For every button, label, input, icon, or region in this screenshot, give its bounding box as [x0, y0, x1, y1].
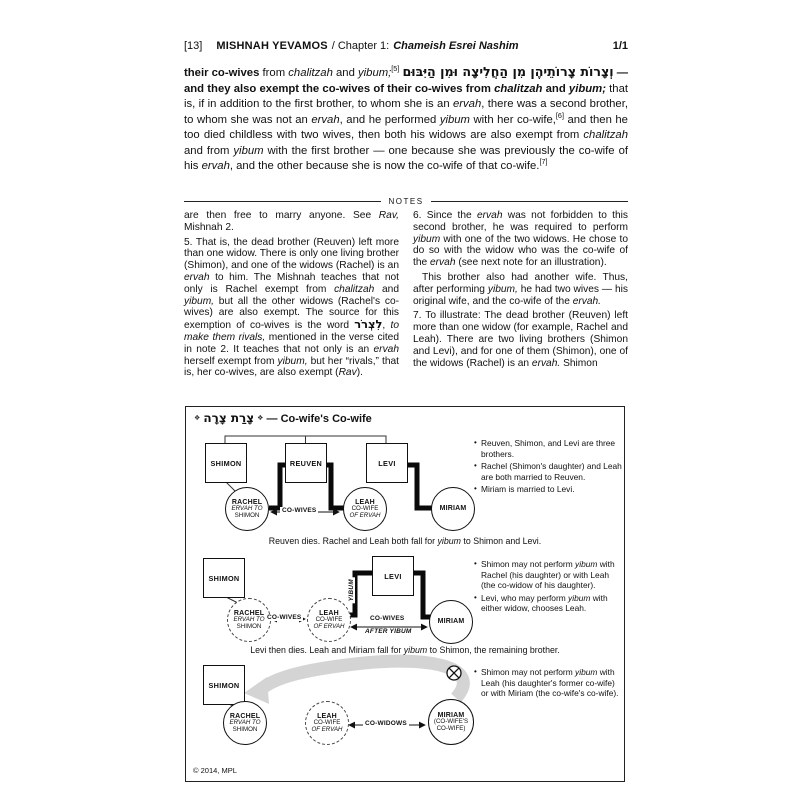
- node-circle-leah-1: [343, 487, 387, 531]
- bullet-icon: •: [474, 484, 477, 494]
- rachel-name: RACHEL: [229, 712, 261, 720]
- notes-right-column: [413, 210, 628, 382]
- label-co-wives-1: CO-WIVES: [282, 507, 317, 514]
- bullet-item: [474, 559, 622, 591]
- miriam-name: MIRIAM: [437, 711, 465, 719]
- rachel-sub2: SHIMON: [236, 622, 262, 630]
- divider-rule-left: [184, 201, 381, 202]
- leah-sub2: OF ERVAH: [311, 725, 343, 733]
- label-co-wives-after-top: CO-WIVES: [370, 615, 405, 622]
- label-co-wives-2: CO-WIVES: [267, 614, 302, 621]
- leah-sub2: OF ERVAH: [349, 511, 381, 519]
- rachel-sub2: SHIMON: [232, 725, 258, 733]
- node-box-shimon-3: SHIMON: [203, 665, 245, 705]
- bullet-item: [474, 461, 622, 482]
- ornament-icon: ❖: [257, 415, 264, 422]
- rachel-name: RACHEL: [231, 498, 263, 506]
- rachel-sub1: ERVAH TO: [229, 719, 261, 727]
- forbidden-yibum-arrow: [244, 661, 463, 704]
- no-symbol-icon: [447, 666, 461, 680]
- bullet-item: [474, 593, 622, 614]
- bullet-item: [474, 438, 622, 459]
- bullet-item: [474, 484, 622, 495]
- mishnah-translation-text: their co-wives from chalitzah and yibum;[5] וְצָרוֹת צָרוֹתֵיהֶן מִן הַחֲלִיצָה וּמִן הַיִּבּוּם — and they also exempt the co-wives of their co-wives from chalitzah and yibum; that is, if in addition to the first brother, to whom she is an ervah, there was a second brother, to whom she was not an ervah, and he performed yibum with her co-wife,[6] and then he too died childless with two wives, then both his widows are also exempt from chalitzah and from yibum with the first brother — one because she was previously the co-wife of his ervah, and the other because she is now the co-wife of that co-wife.[7]: [184, 64, 628, 172]
- node-circle-miriam-3: [428, 699, 474, 745]
- bullet-icon: •: [474, 592, 477, 602]
- divider-rule-right: [431, 201, 628, 202]
- leah-name: LEAH: [355, 498, 375, 506]
- node-circle-miriam-2: [429, 600, 473, 644]
- node-box-levi-1: LEVI: [366, 443, 408, 483]
- diagram-title-dash: —: [266, 413, 278, 425]
- bullet-text: Reuven, Shimon, and Levi are three brothers.: [481, 438, 616, 459]
- tractate-title: MISHNAH YEVAMOS: [216, 40, 328, 52]
- miriam-name: MIRIAM: [439, 505, 467, 513]
- bullet-text: Shimon may not perform yibum with Rachel (his daughter) or with Leah (the co-widow of his daughter).: [481, 559, 615, 591]
- rachel-sub2: SHIMON: [234, 511, 260, 519]
- miriam-name: MIRIAM: [437, 618, 465, 626]
- bullet-icon: •: [474, 461, 477, 471]
- node-circle-leah-2: [307, 598, 351, 642]
- miriam-sub2: CO-WIFE): [436, 724, 466, 732]
- node-circle-leah-3: [305, 701, 349, 745]
- note-paragraph-6b: This brother also had another wife. Thus, after performing yibum, he had two wives — his original wife, and the co-wife of the ervah.: [413, 271, 628, 307]
- notes-section: [184, 210, 628, 382]
- bullet-text: Rachel (Shimon's daughter) and Leah are both married to Reuven.: [481, 461, 622, 482]
- notes-left-column: [184, 210, 399, 382]
- node-circle-rachel-3: [223, 701, 267, 745]
- rachel-sub1: ERVAH TO: [233, 616, 265, 624]
- bullet-text: Miriam is married to Levi.: [481, 484, 575, 495]
- leah-sub2: OF ERVAH: [313, 622, 345, 630]
- leah-sub1: CO-WIFE: [351, 505, 379, 513]
- note-paragraph-5: 5. That is, the dead brother (Reuven) left more than one widow. There is only one living brother (Shimon), and one of the widows (Rachel) is an ervah to him. The Mishnah teaches that not only is Rachel exempt from chalitzah and yibum, but all the other widows (Rachel's co-wives) are also exempt. The source for this exemption of co-wives is the word לִצְרֹר, to make them rivals, mentioned in the verse cited in note 2. It teaches that not only is an ervah herself exempt from yibum, but her “rivals,” that is, her co-wives, are also exempt (Rav).: [184, 236, 400, 379]
- bullet-icon: •: [474, 559, 477, 568]
- caption-section-1: Reuven dies. Rachel and Leah both fall for yibum to Shimon and Levi.: [268, 536, 542, 546]
- ornament-icon: ❖: [194, 415, 201, 422]
- co-wife-diagram: [185, 406, 625, 782]
- caption-section-2: Levi then dies. Leah and Miriam fall for yibum to Shimon, the remaining brother.: [250, 645, 560, 655]
- leah-name: LEAH: [317, 712, 337, 720]
- chapter-name: Chameish Esrei Nashim: [393, 40, 519, 52]
- label-co-widows: CO-WIDOWS: [365, 720, 407, 727]
- note-paragraph-continuation: are then free to marry anyone. See Rav, Mishnah 2.: [184, 210, 399, 233]
- bullet-icon: •: [474, 438, 477, 447]
- notes-divider: [184, 197, 628, 206]
- node-box-shimon-2: SHIMON: [203, 558, 245, 598]
- node-box-levi-2: LEVI: [372, 556, 414, 596]
- node-box-reuven: REUVEN: [285, 443, 327, 483]
- note-paragraph-7: 7. To illustrate: The dead brother (Reuven) left more than one widow (for example, Rachel and Leah). There are two living brothers (Shimon and Levi), and for one of them (Shimon), one of the widows (Rachel) is an ervah. Shimon: [413, 310, 628, 369]
- node-box-shimon-1: SHIMON: [205, 443, 247, 483]
- bullet-text: Shimon may not perform yibum with Leah (his daughter's former co-wife) or with Miriam (the co-wife's co-wife).: [481, 667, 619, 699]
- diagram-title-hebrew: צָרַת צָרָה: [203, 411, 255, 425]
- bullets-section-2: [474, 559, 622, 616]
- chapter-label: / Chapter 1:: [331, 40, 390, 52]
- notes-divider-label: NOTES: [388, 197, 424, 206]
- label-yibum-vertical: YIBUM: [348, 579, 355, 602]
- miriam-sub1: (CO-WIFE'S: [433, 718, 469, 726]
- bullet-text: Levi, who may perform yibum with either widow, chooses Leah.: [481, 592, 608, 614]
- page-number: [13]: [184, 40, 203, 52]
- leah-sub1: CO-WIFE: [313, 719, 341, 727]
- bullet-item: [474, 667, 622, 699]
- bullet-icon: •: [474, 667, 477, 676]
- note-paragraph-6: 6. Since the ervah was not forbidden to this second brother, he was required to perform yibum with one of the two widows. He chose to do so with the widow who was the co-wife of the ervah (see next note for an illustration).: [413, 210, 629, 269]
- diagram-title-english: Co-wife's Co-wife: [280, 413, 372, 425]
- rachel-sub1: ERVAH TO: [231, 505, 263, 513]
- leah-sub1: CO-WIFE: [315, 616, 343, 624]
- rachel-name: RACHEL: [233, 609, 265, 617]
- bullets-section-3: [474, 667, 622, 701]
- diagram-title: [194, 411, 372, 425]
- diagram-copyright: © 2014, MPL: [193, 766, 237, 775]
- node-circle-rachel-1: [225, 487, 269, 531]
- folio-reference: 1/1: [612, 40, 628, 52]
- label-after-yibum: AFTER YIBUM: [365, 628, 412, 635]
- page-header: [184, 40, 628, 52]
- node-circle-miriam-1: [431, 487, 475, 531]
- leah-name: LEAH: [319, 609, 339, 617]
- bullets-section-1: [474, 438, 622, 497]
